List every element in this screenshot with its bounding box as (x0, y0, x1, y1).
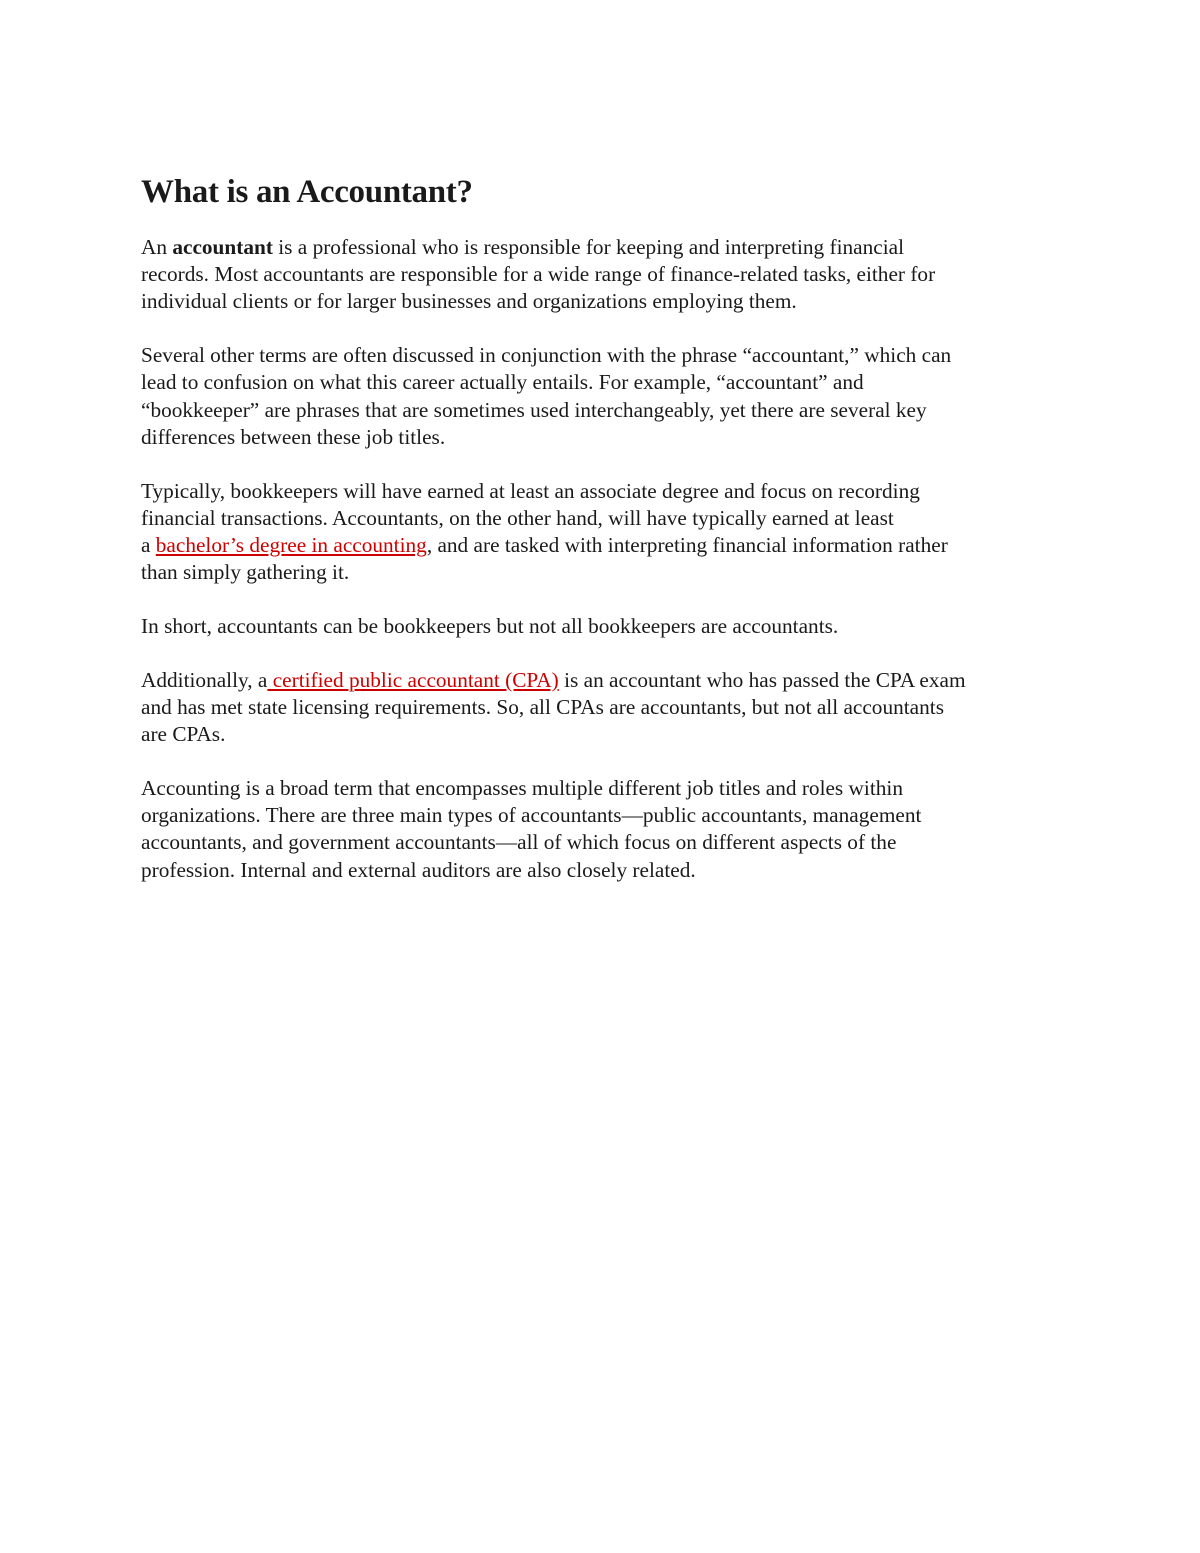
paragraph-text: is a professional who is responsible for keeping and interpreting financial (272, 235, 904, 259)
paragraph-text: Typically, bookkeepers will have earned at least an associate degree and focus on recording (141, 478, 920, 503)
paragraph-text: lead to confusion on what this career actually entails. For example, “accountant” and (141, 370, 864, 395)
paragraph-in-short (141, 613, 1061, 640)
paragraph-text: than simply gathering it. (141, 560, 350, 585)
paragraph-text: and has met state licensing requirements. So, all CPAs are accountants, but not all accountants (141, 695, 944, 720)
paragraph-cpa (141, 667, 1061, 749)
paragraph-text: Accounting is a broad term that encompasses multiple different job titles and roles within (141, 776, 903, 801)
paragraph-terms (141, 342, 1061, 451)
paragraph-text: differences between these job titles. (141, 424, 446, 449)
paragraph-bookkeepers (141, 478, 1061, 587)
paragraph-text: organizations. There are three main types of accountants—public accountants, management (141, 803, 922, 828)
paragraph-text: profession. Internal and external auditors are also closely related. (141, 857, 696, 882)
bachelors-degree-link[interactable]: bachelor’s degree in accounting (155, 533, 427, 558)
paragraph-text: financial transactions. Accountants, on the other hand, will have typically earned at least (141, 505, 894, 530)
paragraph-text: “bookkeeper” are phrases that are sometimes used interchangeably, yet there are several key (141, 397, 927, 422)
paragraph-text: An (141, 235, 173, 259)
paragraph-text: Additionally, a (141, 667, 268, 692)
bold-term: accountant (172, 235, 273, 259)
paragraph-text: a (141, 533, 156, 558)
paragraph-text: are CPAs. (141, 722, 226, 747)
cpa-link[interactable]: certified public accountant (CPA) (267, 667, 559, 692)
paragraph-text: accountants, and government accountants—all of which focus on different aspects of the (141, 830, 897, 855)
paragraph-text: In short, accountants can be bookkeepers but not all bookkeepers are accountants. (141, 614, 839, 639)
paragraph-types (141, 775, 1061, 884)
document-page (141, 172, 1061, 910)
page-title: What is an Accountant? (141, 174, 473, 210)
paragraph-definition (141, 234, 1061, 316)
paragraph-text: individual clients or for larger businesses and organizations employing them. (141, 289, 797, 314)
paragraph-text: Several other terms are often discussed in conjunction with the phrase “accountant,” which can (141, 343, 952, 368)
paragraph-text: records. Most accountants are responsible for a wide range of finance-related tasks, either for (141, 262, 936, 287)
paragraph-text: , and are tasked with interpreting financial information rather (426, 533, 948, 558)
paragraph-text: is an accountant who has passed the CPA exam (558, 667, 966, 692)
